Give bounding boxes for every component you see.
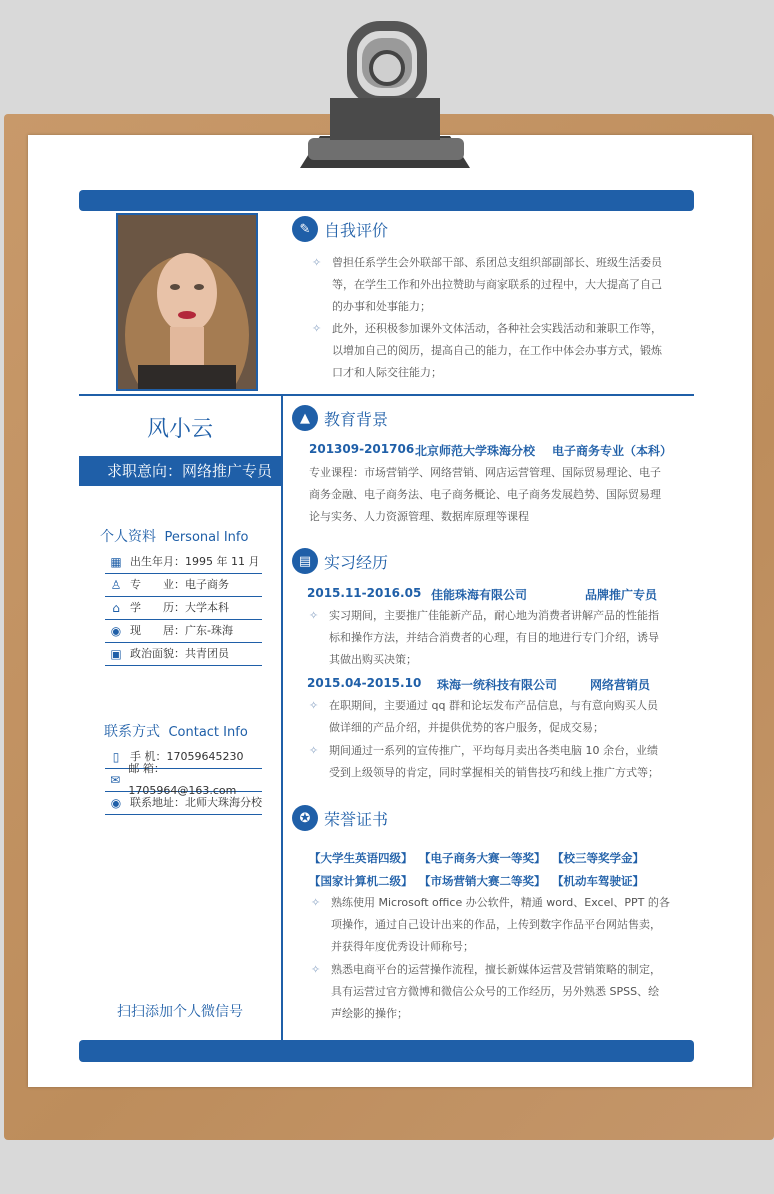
cert-item: 【国家计算机二级】 [309, 874, 413, 888]
education-section [292, 403, 388, 433]
job-bullet: ✧ 期间通过一系列的宣传推广，平均每月卖出各类电脑 10 余台，业绩 受到上级领导的肯定，同时掌握相关的销售技巧和线上推广方式等； [309, 744, 659, 779]
self-eval-bullet: ✧ 曾担任系学生会外联部干部、系团总支组织部副部长、班级生活委员 等，在学生工作和外出拉赞助与商家联系的过程中，大大提高了自己 的办事和处事能力； [312, 256, 662, 313]
graduation-cap-icon: ▲ [292, 405, 318, 431]
phone-icon: ▯ [112, 750, 120, 764]
job-intent: 求职意向：网络推广专员 [79, 456, 283, 486]
graduation-cap-icon: ⌂ [112, 601, 120, 615]
location-icon: ◉ [110, 624, 122, 638]
location-icon: ◉ [110, 796, 122, 810]
edu-major: 电子商务专业（本科） [552, 444, 673, 458]
contact-info-title: 联系方式 [104, 724, 160, 740]
list-item: ▣ 政治面貌：共青团员 [105, 643, 262, 666]
edu-period: 201309-201706 [309, 442, 415, 456]
cert-item: 【市场营销大赛二等奖】 [419, 874, 546, 888]
contact-info-heading [104, 721, 248, 741]
wechat-caption: 扫扫添加个人微信号 [117, 1004, 243, 1020]
personal-info-heading [100, 526, 248, 546]
edu-courses: 专业课程：市场营销学、网络营销、网店运营管理、国际贸易理论、电子 商务金融、电子商务法、电子商务概论、电子商务发展趋势、国际贸易理 论与实务、人力资源管理、数据库原理等课程 [309, 466, 661, 523]
list-item: ◉ 现 居：广东-珠海 [105, 620, 262, 643]
job-role: 网络营销员 [590, 678, 651, 692]
list-item: ♙ 专 业：电子商务 [105, 574, 262, 597]
header-bar [79, 190, 694, 211]
divider-vertical [281, 394, 283, 1040]
section-title: 荣誉证书 [324, 809, 389, 829]
personal-info-title: 个人资料 [100, 529, 156, 545]
honors-section [292, 803, 388, 833]
calendar-icon: ▦ [110, 555, 122, 569]
contact-info-title-en: Contact Info [168, 725, 248, 740]
cert-item: 【机动车驾驶证】 [552, 874, 644, 888]
job-period: 2015.04-2015.10 [307, 676, 422, 690]
list-item: ▦ 出生年月：1995 年 11 月 [105, 551, 262, 574]
job-company: 珠海一统科技有限公司 [437, 678, 558, 692]
medal-icon: ✪ [292, 805, 318, 831]
mail-icon: ✉ [110, 773, 121, 787]
job-bullet: ✧ 在职期间，主要通过 qq 群和论坛发布产品信息，与有意向购买人员 做详细的产品介绍，并提供优势的客户服务，促成交易； [309, 699, 658, 734]
list-item: ⌂ 学 历：大学本科 [105, 597, 262, 620]
cert-item: 【电子商务大赛一等奖】 [419, 851, 546, 865]
contact-info-list [105, 746, 262, 815]
cert-item: 【校三等奖学金】 [552, 851, 644, 865]
footer-bar [79, 1040, 694, 1062]
internship-section [292, 546, 388, 576]
id-card-icon: ▣ [110, 647, 122, 661]
personal-info-list [105, 551, 262, 666]
honor-bullet: ✧ 熟练使用 Microsoft office 办公软件，精通 word、Excel、PPT 的各 项操作，通过自己设计出来的作品，上传到数字作品平台网站售卖， 并获得年度优秀设计师称号； [311, 896, 670, 953]
user-icon: ♙ [110, 578, 122, 592]
self-eval-section [292, 214, 388, 244]
cert-item: 【大学生英语四级】 [309, 851, 413, 865]
binder-clip-icon [290, 18, 480, 178]
section-title: 实习经历 [324, 552, 389, 572]
honor-bullet: ✧ 熟悉电商平台的运营操作流程，擅长新媒体运营及营销策略的制定， 具有运营过官方微博和微信公众号的工作经历，另外熟悉 SPSS、绘 声绘影的操作； [311, 963, 661, 1020]
self-eval-bullet: ✧ 此外，还积极参加课外文体活动，各种社会实践活动和兼职工作等， 以增加自己的阅历，提高自己的能力，在工作中体会办事方式，锻炼 口才和人际交往能力； [312, 322, 662, 379]
pencil-icon: ✎ [292, 216, 318, 242]
divider-horizontal [79, 394, 694, 396]
edu-school: 北京师范大学珠海分校 [415, 444, 536, 458]
list-item: ▯ 手 机：17059645230 [105, 746, 262, 769]
job-role: 品牌推广专员 [585, 588, 658, 602]
list-item: ✉ 邮 箱：1705964@163.com [105, 769, 262, 792]
document-icon: ▤ [292, 548, 318, 574]
job-period: 2015.11-2016.05 [307, 586, 422, 600]
personal-info-title-en: Personal Info [164, 530, 249, 545]
person-name: 风小云 [146, 417, 213, 442]
avatar [116, 213, 258, 391]
job-company: 佳能珠海有限公司 [431, 588, 528, 602]
section-title: 教育背景 [324, 409, 389, 429]
section-title: 自我评价 [324, 220, 389, 240]
job-bullet: ✧ 实习期间，主要推广佳能新产品，耐心地为消费者讲解产品的性能指 标和操作方法，并结合消费者的心理，有目的地进行专门介绍，诱导 其做出购买决策； [309, 609, 659, 666]
list-item: ◉ 联系地址：北师大珠海分校 [105, 792, 262, 815]
